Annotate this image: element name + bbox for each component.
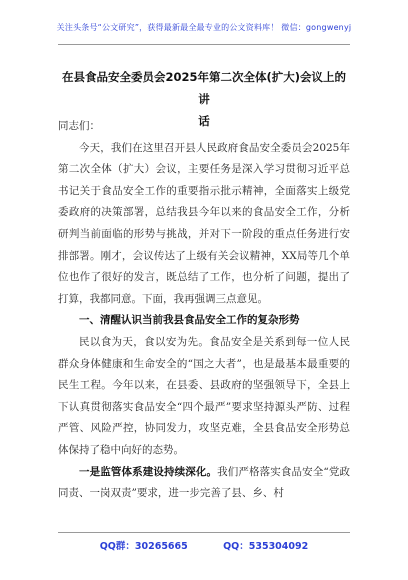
paragraph-situation: 民以食为天，食以安为先。食品安全是关系到每一位人民群众身体健康和生命安全的“国之大者”，也是最基本最重要的民生工程。今年以来，在县委、县政府的坚强领导下，全县上下认真贯彻落实食品安全“四个最严”要求坚持源头严防、过程严管、风险严控，协同发力，攻坚克难，全县食品安全形势总体保持了稳中向好的态势。 bbox=[58, 335, 350, 456]
document-body bbox=[58, 116, 350, 505]
point-1-lead: 一是监管体系建设持续深化。 bbox=[79, 465, 218, 478]
paragraph-point-1 bbox=[58, 462, 350, 505]
title-line-1: 在县食品安全委员会2025年第二次全体(扩大)会议上的讲 bbox=[61, 70, 347, 106]
header-divider bbox=[58, 44, 350, 45]
salutation: 同志们： bbox=[58, 120, 100, 132]
footer-qq: QQ：535304092 bbox=[223, 541, 309, 552]
section-heading-1: 一、清醒认识当前我县食品安全工作的复杂形势 bbox=[79, 314, 300, 327]
footer-divider bbox=[58, 532, 350, 533]
paragraph-intro: 今天，我们在这里召开县人民政府食品安全委员会2025年第二次全体（扩大）会议，主要任务是深入学习贯彻习近平总书记关于食品安全工作的重要指示批示精神，全面落实上级党委政府的决策部署，总结我县今年以来的食品安全工作，分析研判当前面临的形势与挑战，并对下一阶段的重点任务进行安排部署。刚才，会议传达了上级有关会议精神，XX局等几个单位也作了很好的发言，既总结了工作，也分析了问题，提出了打算，我都同意。下面，我再强调三点意见。 bbox=[58, 141, 350, 305]
title-line-2: 话 bbox=[198, 114, 210, 128]
footer-qq-group: QQ群：30265665 bbox=[99, 541, 188, 552]
point-1-text: 我们严格落实食品安全“党政同责、一岗双责”要求，进一步完善了县、乡、村 bbox=[58, 465, 350, 500]
footer-contact bbox=[0, 538, 408, 552]
header-banner: 关注头条号“公文研究”，获得最新最全最专业的公文资料库！ 微信：gongwenyj bbox=[56, 23, 352, 32]
